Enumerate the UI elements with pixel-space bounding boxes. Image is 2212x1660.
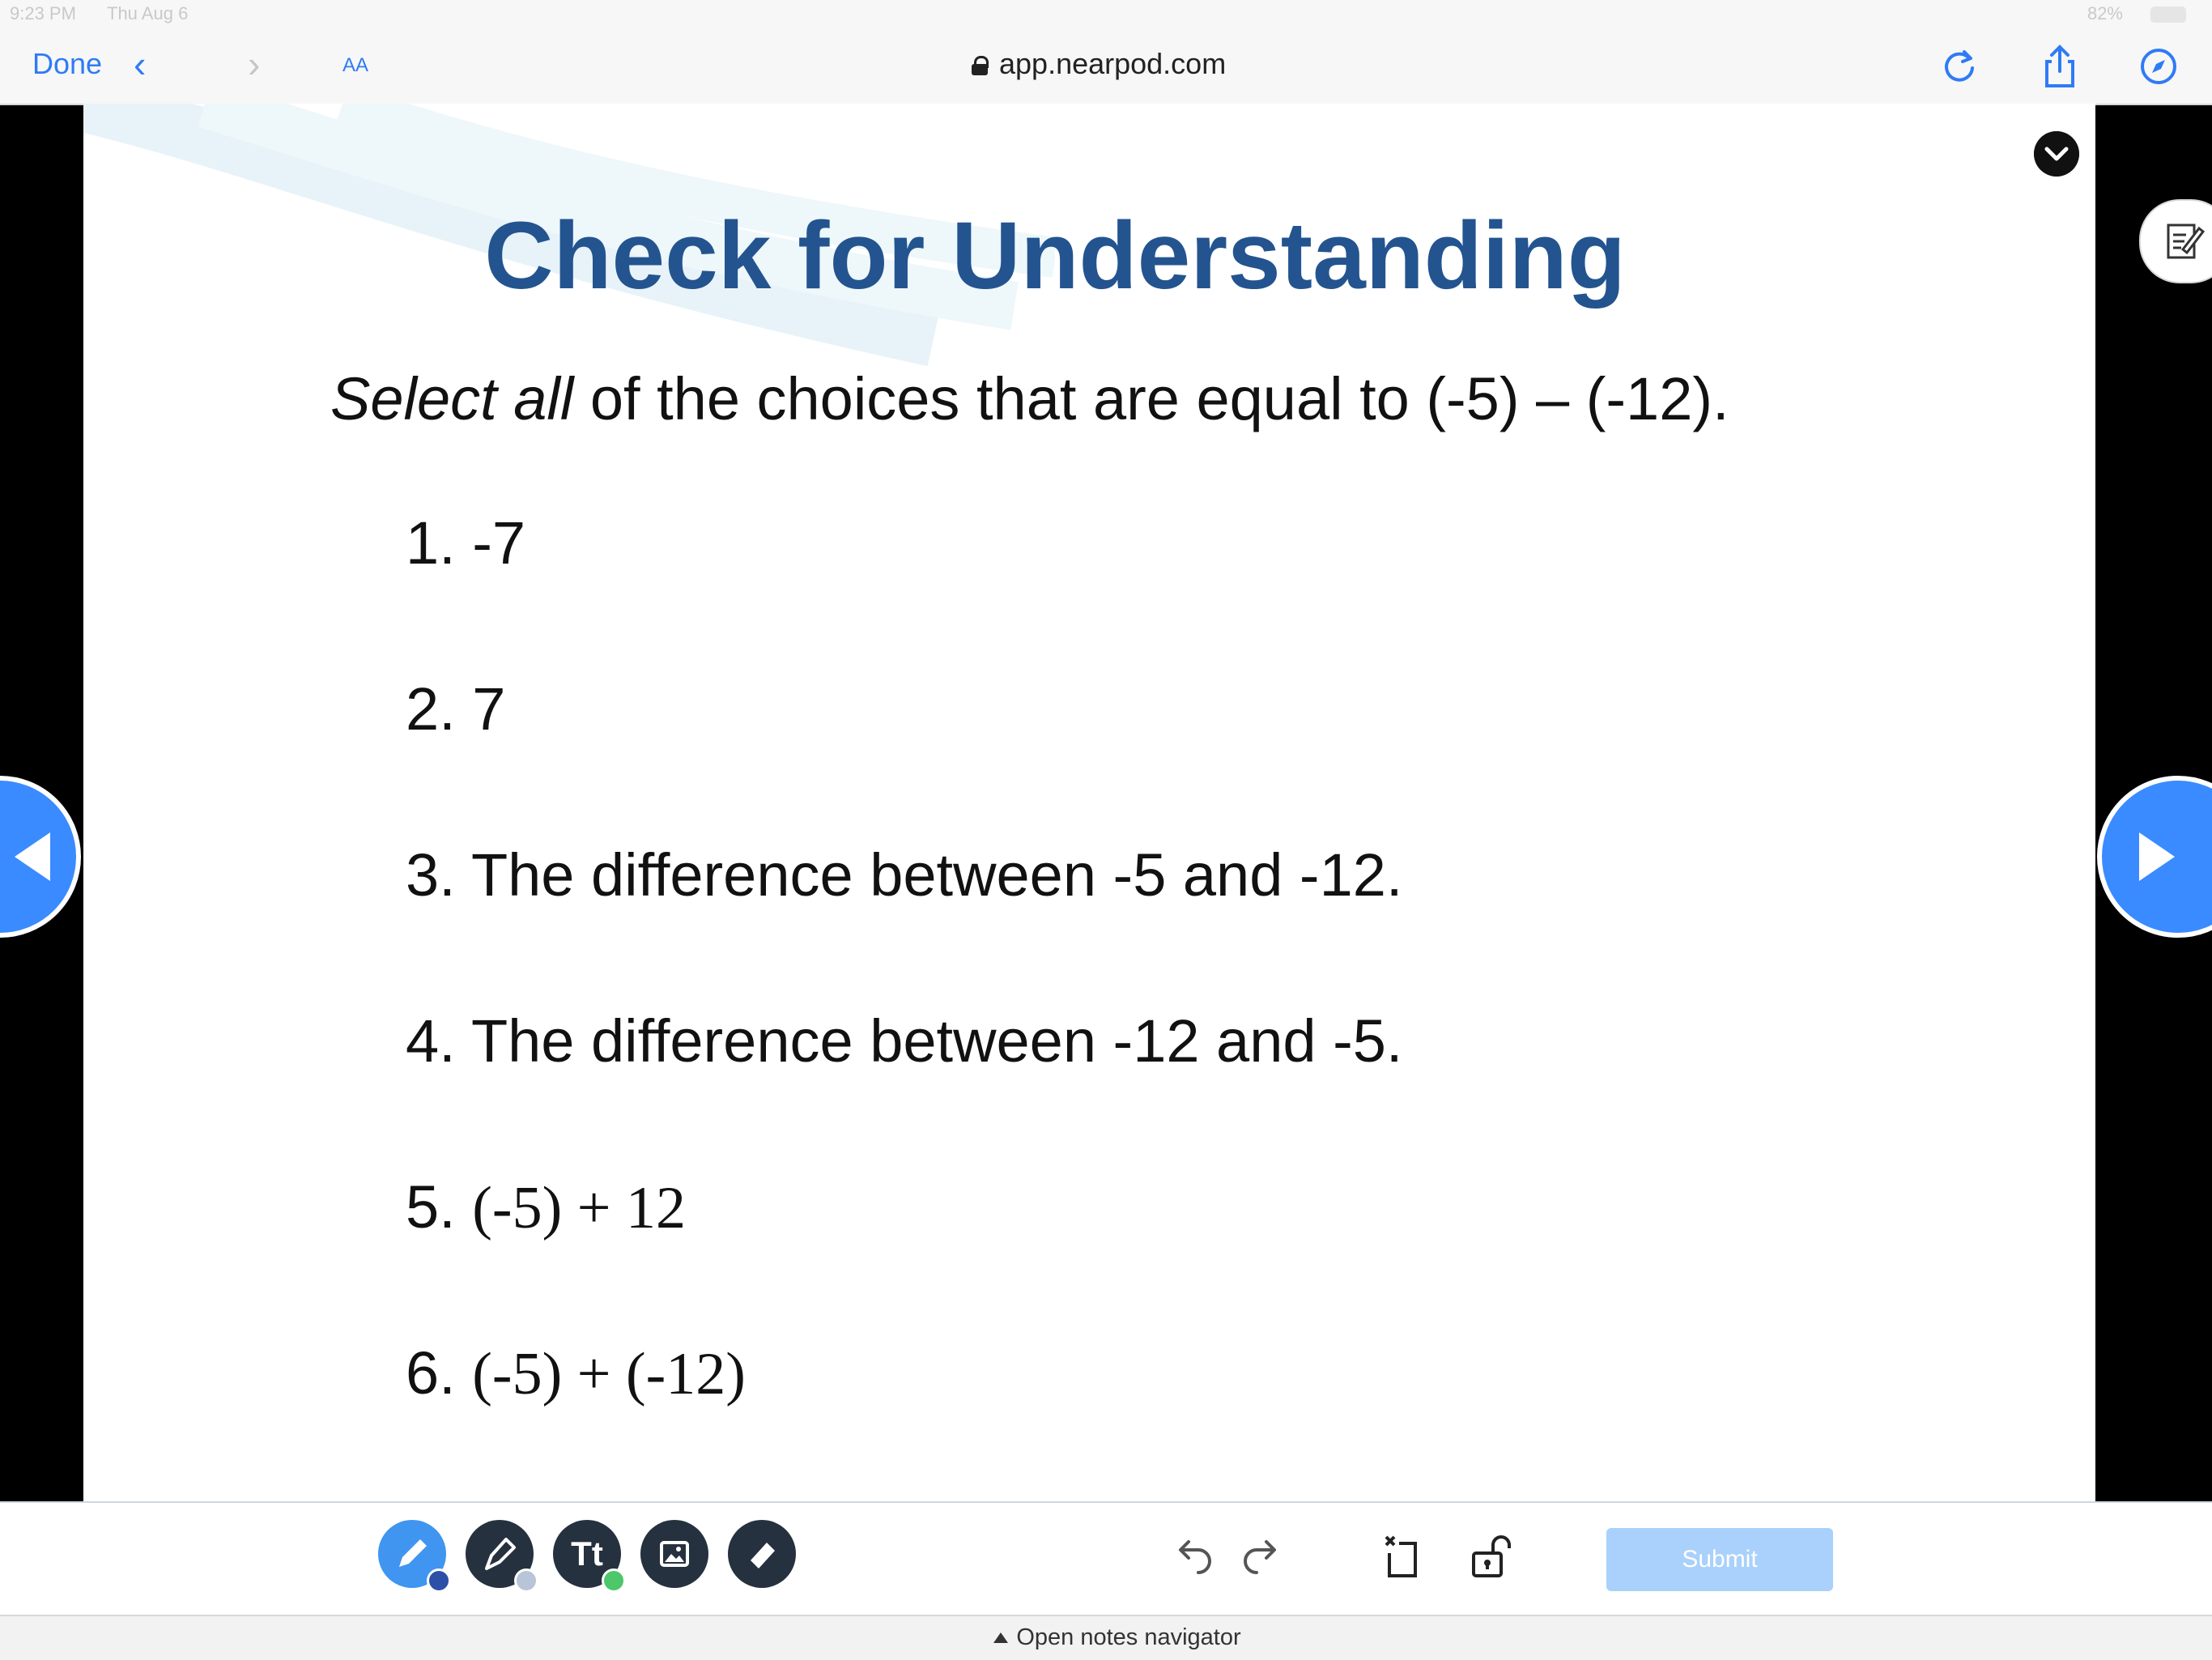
- notes-navigator-label: Open notes navigator: [1016, 1624, 1241, 1650]
- choice-4: 4. The difference between -12 and -5.: [406, 1007, 1403, 1075]
- slide-content: [83, 104, 2095, 1501]
- next-slide-button[interactable]: [2097, 776, 2212, 938]
- choice-5-number: 5.: [406, 1173, 473, 1241]
- battery-percent: 82%: [2087, 3, 2123, 23]
- eraser-icon: [728, 1520, 796, 1588]
- triangle-up-icon: [993, 1632, 1008, 1643]
- text-size-label: AA: [342, 54, 369, 76]
- url-text: app.nearpod.com: [999, 47, 1227, 80]
- text-color-indicator: [602, 1568, 626, 1593]
- status-bar: [0, 0, 2212, 29]
- unlock-icon[interactable]: [1465, 1530, 1524, 1582]
- text-size-button[interactable]: [342, 47, 368, 79]
- previous-slide-button[interactable]: [0, 776, 81, 938]
- lock-icon: [972, 56, 988, 75]
- done-button[interactable]: Done: [32, 47, 103, 80]
- edit-notes-icon: [2160, 217, 2209, 266]
- image-icon: [640, 1520, 708, 1588]
- triangle-left-icon: [15, 832, 50, 881]
- highlighter-color-indicator: [514, 1568, 538, 1593]
- choice-3: 3. The difference between -5 and -12.: [406, 841, 1403, 909]
- open-notes-navigator-button[interactable]: [0, 1624, 2212, 1651]
- notes-edit-button[interactable]: [2139, 199, 2212, 283]
- slide-title: Check for Understanding: [484, 202, 1626, 309]
- undo-icon[interactable]: [1166, 1532, 1218, 1584]
- prompt-emphasis: Select all: [330, 365, 574, 432]
- share-icon[interactable]: [2035, 42, 2084, 91]
- choice-2: 2. 7: [406, 675, 506, 743]
- choice-6-number: 6.: [406, 1339, 473, 1407]
- status-time: 9:23 PM: [10, 3, 76, 23]
- choice-1: 1. -7: [406, 509, 526, 577]
- clear-page-icon[interactable]: [1376, 1530, 1428, 1582]
- collapse-chevron-down-icon[interactable]: [2034, 131, 2079, 177]
- text-tool-button[interactable]: [553, 1520, 621, 1588]
- status-date: Thu Aug 6: [107, 3, 189, 23]
- battery-icon: [2150, 6, 2186, 23]
- submit-button[interactable]: Submit: [1606, 1528, 1833, 1591]
- eraser-tool-button[interactable]: [728, 1520, 796, 1588]
- pen-color-indicator: [427, 1568, 451, 1593]
- text-icon: Tt: [571, 1534, 603, 1573]
- browser-toolbar: [0, 29, 2212, 105]
- notes-navigator-bar[interactable]: [0, 1615, 2212, 1660]
- compass-icon[interactable]: [2134, 42, 2183, 91]
- image-tool-button[interactable]: [640, 1520, 708, 1588]
- question-prompt: [330, 364, 1729, 433]
- highlighter-tool-button[interactable]: [466, 1520, 534, 1588]
- chevron-left-icon[interactable]: ‹: [134, 43, 147, 85]
- choice-5-expression: (-5) + 12: [472, 1175, 686, 1241]
- chevron-right-icon[interactable]: ›: [248, 43, 261, 85]
- drawing-toolbar: [0, 1501, 2212, 1616]
- choice-5: [406, 1173, 686, 1243]
- reload-icon[interactable]: [1935, 42, 1984, 91]
- triangle-right-icon: [2139, 832, 2175, 881]
- choice-6: [406, 1339, 746, 1409]
- redo-icon[interactable]: [1237, 1532, 1289, 1584]
- choice-6-expression: (-5) + (-12): [472, 1341, 746, 1407]
- address-bar[interactable]: [972, 47, 1263, 81]
- prompt-text: of the choices that are equal to (-5) – (-12).: [573, 365, 1729, 432]
- pen-tool-button[interactable]: [378, 1520, 446, 1588]
